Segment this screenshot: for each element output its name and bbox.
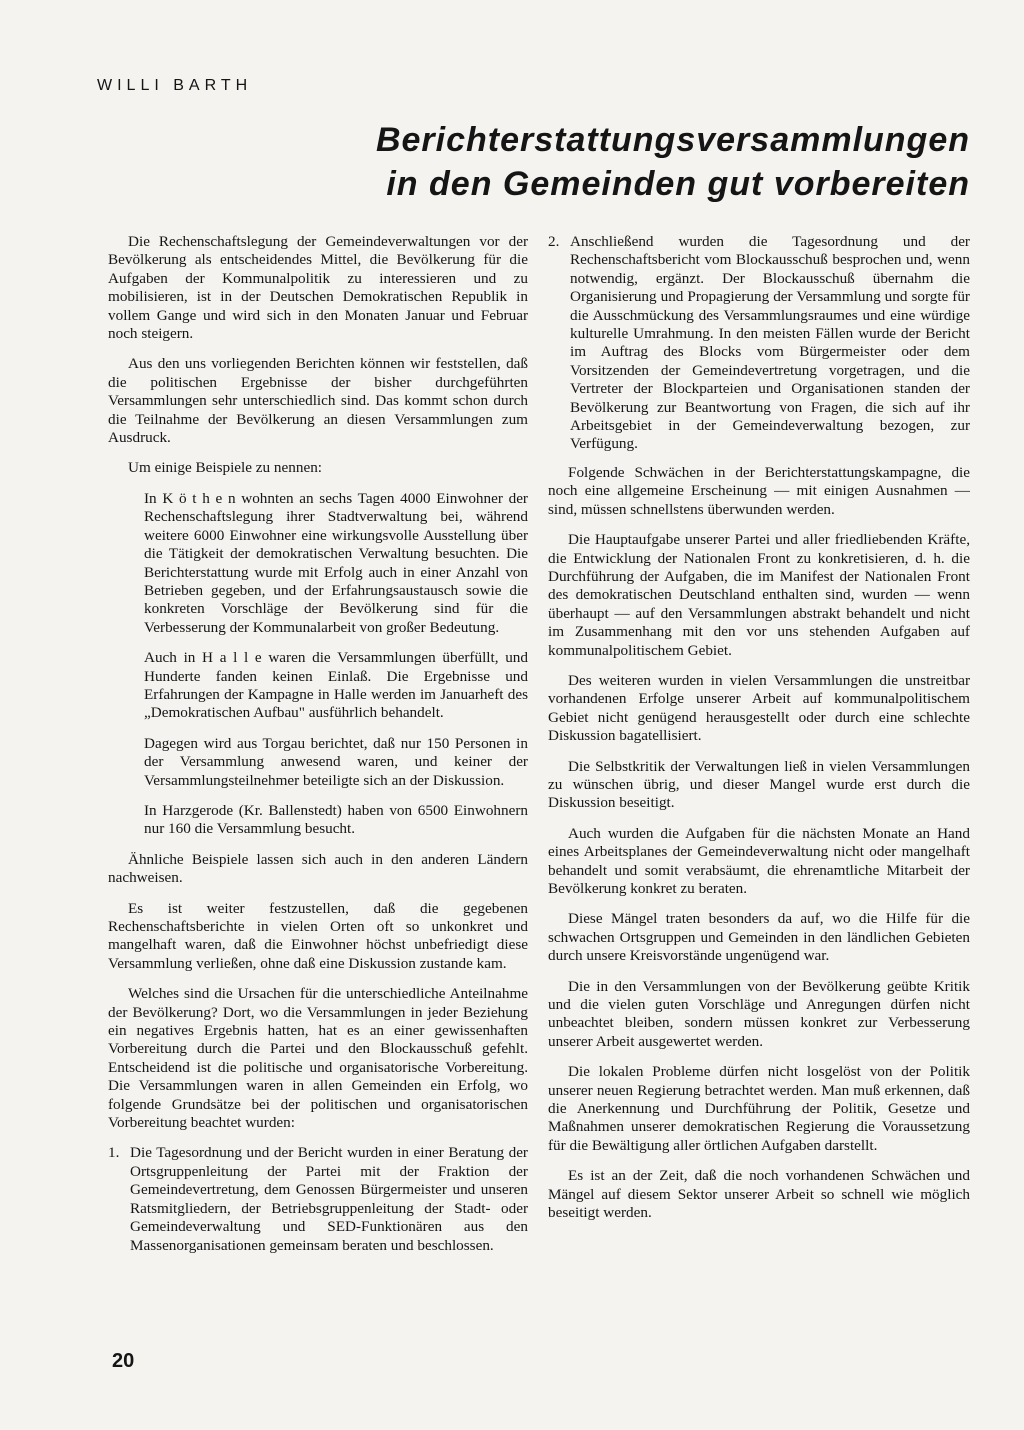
page-number: 20 <box>112 1350 135 1372</box>
article-title <box>376 118 970 206</box>
paragraph: Diese Mängel traten besonders da auf, wo die Hilfe für die schwachen Ortsgruppen und Gemeinden in den ländlichen Gebieten durch unsere Kreisvorstände ungenügend war. <box>548 910 970 965</box>
paragraph: Die lokalen Probleme dürfen nicht losgelöst von der Politik unserer neuen Regierung betrachtet werden. Man muß erkennen, daß die Anerkennung und Durchführung der Politik, Gesetze und Maßnahmen unserer demokratischen Regierung die Voraussetzung für die Bewältigung aller örtlichen Aufgaben darstellt. <box>548 1063 970 1154</box>
author-name: WILLI BARTH <box>97 77 253 94</box>
item-number: 1. <box>108 1144 120 1162</box>
item-text: Anschließend wurden die Tagesordnung und der Rechenschaftsbericht vom Blockausschuß besprochen und, wenn notwendig, ergänzt. Der Blockausschuß übernahm die Organisierung und Propagierung der Versammlung und sorgte für die Ausschmückung des Versammlungsraumes und eine würdige kulturelle Umrahmung. In den meisten Fällen wurde der Bericht im Auftrag des Blocks vom Bürgermeister oder dem Vorsitzenden der Gemeindevertretung vorgetragen, und die Vertreter der Blockparteien und Organisationen standen der Bevölkerung zur Beantwortung von Fragen, die sich auf ihr Arbeitsgebiet in der Gemeindeverwaltung bezogen, zur Verfügung. <box>570 233 970 453</box>
paragraph: Aus den uns vorliegenden Berichten können wir feststellen, daß die politischen Ergebnisse der bisher durchgeführten Versammlungen sehr unterschiedlich sind. Das kommt schon durch die Teilnahme der Bevölkerung an diesen Versammlungen zum Ausdruck. <box>108 355 528 447</box>
paragraph: Die in den Versammlungen von der Bevölkerung geübte Kritik und die vielen guten Vorschläge und Anregungen dürfen nicht unbeachtet bleiben, sondern müssen konkret zur Verbesserung unserer Arbeit ausgewertet werden. <box>548 977 970 1050</box>
paragraph: Ähnliche Beispiele lassen sich auch in den anderen Ländern nachweisen. <box>108 850 528 887</box>
right-column <box>548 233 970 1235</box>
paragraph: Die Hauptaufgabe unserer Partei und aller friedliebenden Kräfte, die Entwicklung der Nationalen Front zu konkretisieren, d. h. die Durchführung der Aufgaben, die im Manifest der Nationalen Front des demokratischen Deutschland enthalten sind, wurden — wenn überhaupt — auf den Versammlungen abstrakt behandelt und nicht im Zusammenhang mit den vor uns stehenden Aufgaben auf kommunalpolitischem Gebiet. <box>548 531 970 659</box>
example-paragraph: In K ö t h e n wohnten an sechs Tagen 4000 Einwohner der Rechenschaftslegung ihrer Stadtverwaltung bei, während weitere 6000 Einwohner eine wirkungsvolle Ausstellung über die Tätigkeit der demokratischen Verwaltung besuchten. Die Berichterstattung wurde mit Erfolg auch in einer Anzahl von Betrieben gegeben, und der Erfahrungsaustausch sowie die konkreten Vorschläge der Bevölkerung sind für die Verbesserung der Kommunalarbeit von großer Bedeutung. <box>144 489 528 636</box>
paragraph: Des weiteren wurden in vielen Versammlungen die unstreitbar vorhandenen Erfolge unserer Arbeit auf kommunalpolitischem Gebiet nicht genügend herausgestellt oder durch eine schlechte Diskussion bagatellisiert. <box>548 671 970 745</box>
example-paragraph: In Harzgerode (Kr. Ballenstedt) haben von 6500 Einwohnern nur 160 die Versammlung besucht. <box>144 801 528 838</box>
example-paragraph: Auch in H a l l e waren die Versammlungen überfüllt, und Hunderte fanden keinen Einlaß. Die Ergebnisse und Erfahrungen der Kampagne in Halle werden im Januarheft des „Demokratischen Aufbau" ausführlich behandelt. <box>144 649 528 722</box>
paragraph: Um einige Beispiele zu nennen: <box>128 459 323 477</box>
example-paragraph: Dagegen wird aus Torgau berichtet, daß nur 150 Personen in der Versammlung anwesend waren, und keiner der Versammlungsteilnehmer beteiligte sich an der Diskussion. <box>144 734 528 789</box>
paragraph: Es ist weiter festzustellen, daß die gegebenen Rechenschaftsberichte in vielen Orten oft so unkonkret und mangelhaft waren, daß die Einwohner höchst unbefriedigt diese Versammlung verließen, ohne daß eine Diskussion zustande kam. <box>108 899 528 972</box>
paragraph: Welches sind die Ursachen für die unterschiedliche Anteilnahme der Bevölkerung? Dort, wo die Versammlungen in jeder Beziehung ein negatives Ergebnis hatten, hat es an einer gewissenhaften Vorbereitung durch die Partei und den Blockausschuß gefehlt. Entscheidend ist die politische und organisatorische Vorbereitung. Die Versammlungen waren in allen Gemeinden ein Erfolg, wo folgende Grundsätze bei der politischen und organisatorischen Vorbereitung beachtet wurden: <box>108 985 528 1132</box>
paragraph: Es ist an der Zeit, daß die noch vorhandenen Schwächen und Mängel auf diesem Sektor unserer Arbeit so schnell wie möglich beseitigt werden. <box>548 1167 970 1222</box>
paragraph: Folgende Schwächen in der Berichterstattungskampagne, die noch eine allgemeine Erscheinung — mit einigen Ausnahmen — sind, müssen schnellstens überwunden werden. <box>548 463 970 518</box>
item-number: 2. <box>548 233 560 250</box>
title-line-2: in den Gemeinden gut vorbereiten <box>386 165 970 203</box>
paragraph: Auch wurden die Aufgaben für die nächsten Monate an Hand eines Arbeitsplanes der Gemeindeverwaltung nicht oder mangelhaft behandelt und somit verabsäumt, die ehrenamtliche Mitarbeit der Bevölkerung konkret zu beraten. <box>548 824 970 897</box>
title-line-1: Berichterstattungsversammlungen <box>375 121 970 159</box>
numbered-item <box>548 233 970 454</box>
item-text: Die Tagesordnung und der Bericht wurden in einer Beratung der Ortsgruppenleitung der Partei mit der Fraktion der Gemeindevertretung, dem Genossen Bürgermeister und unseren Ratsmitgliedern, der Betriebsgruppenleitung der Stadt- oder Gemeindeverwaltung und SED-Funktionären aus den Massenorganisationen gemeinsam beraten und beschlossen. <box>130 1144 528 1254</box>
paragraph: Die Selbstkritik der Verwaltungen ließ in vielen Versammlungen zu wünschen übrig, und dieser Mangel wurde erst durch die Diskussion beseitigt. <box>548 757 970 812</box>
numbered-item <box>108 1144 528 1254</box>
left-column <box>108 233 528 1265</box>
paragraph: Die Rechenschaftslegung der Gemeindeverwaltungen vor der Bevölkerung als entscheidendes Mittel, die Bevölkerung für die Aufgaben der Kommunalpolitik zu interessieren und zu mobilisieren, ist in der Deutschen Demokratischen Republik in vollem Gange und wird sich in den Monaten Januar und Februar noch steigern. <box>108 233 528 343</box>
